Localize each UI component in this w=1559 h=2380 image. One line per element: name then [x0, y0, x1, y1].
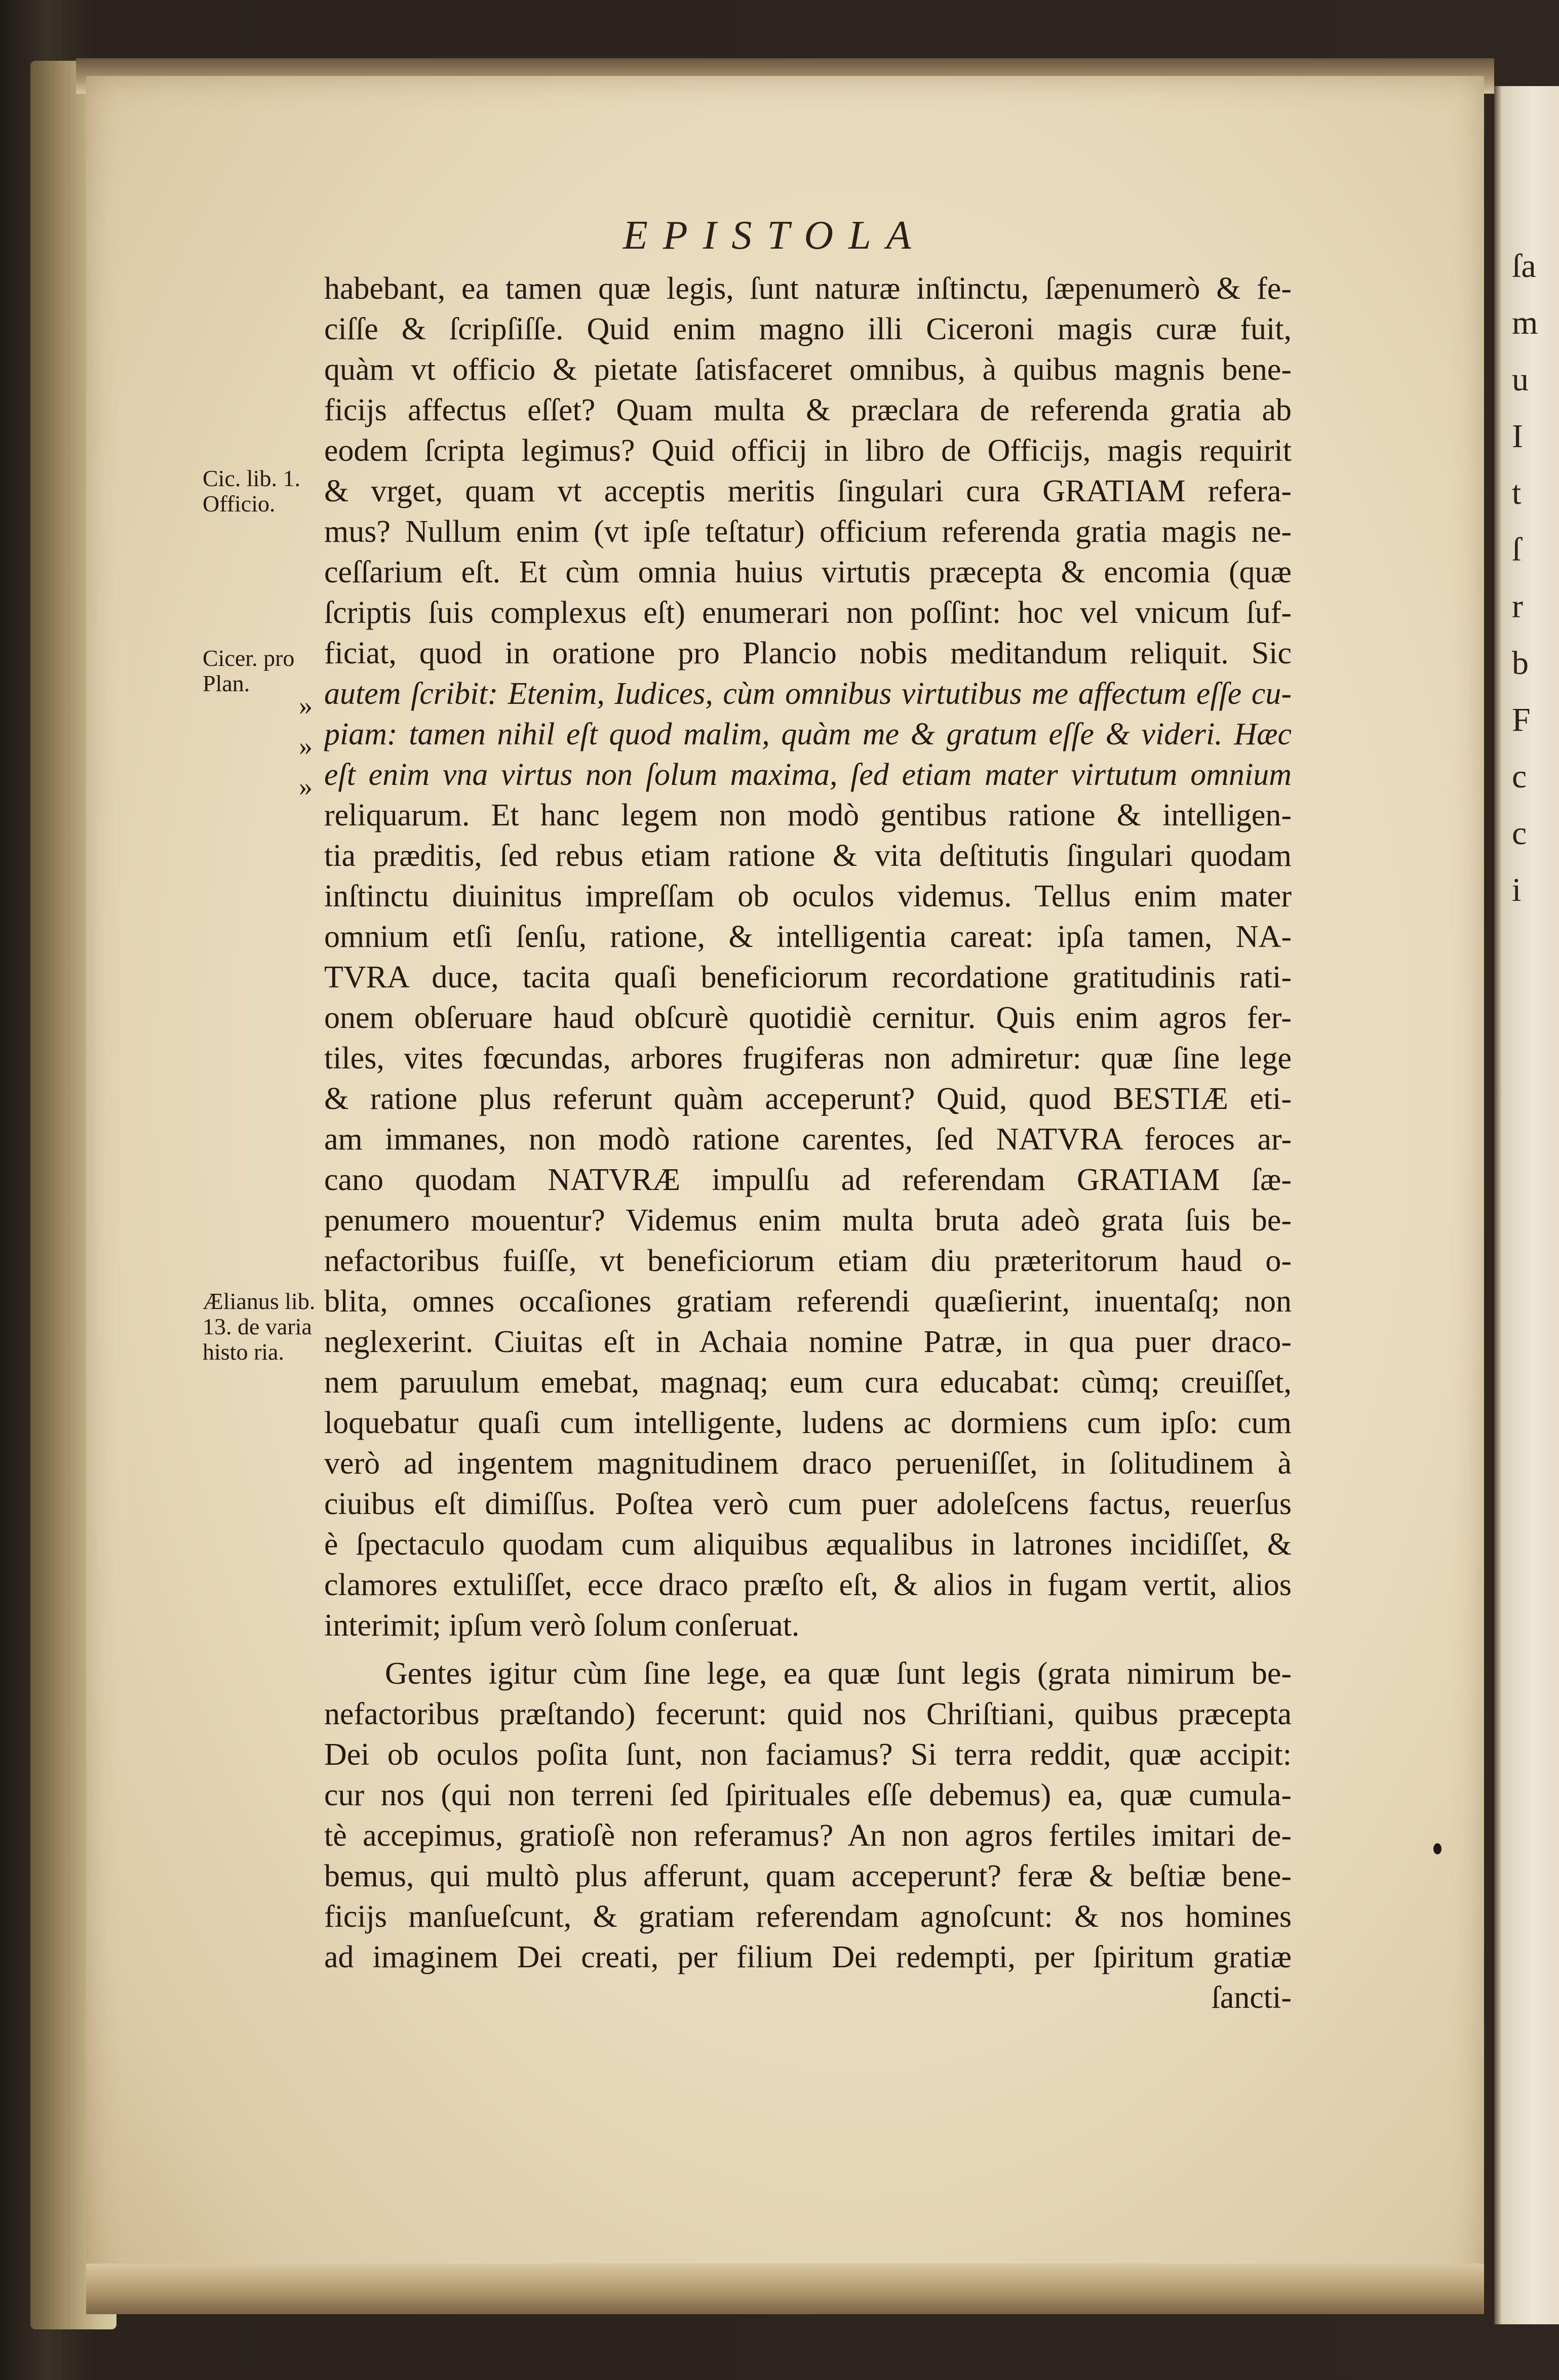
next-page-fragment: b [1512, 645, 1529, 682]
next-page-fragment: c [1512, 758, 1527, 795]
text-line: ficijs affectus eſſet? Quam multa & præclara de referenda gratia ab [324, 393, 1292, 427]
next-page-fragment: t [1512, 474, 1522, 511]
text-line: ciſſe & ſcripſiſſe. Quid enim magno illi Ciceroni magis curæ fuit, [324, 312, 1292, 346]
text-line: reliquarum. Et hanc legem non modò gentibus ratione & intelligen- [324, 798, 1292, 832]
text-line: eodem ſcripta legimus? Quid officij in libro de Officijs, magis requirit [324, 433, 1292, 468]
catchword: ſancti- [1211, 1980, 1292, 2015]
text-line: tiles, vites fœcundas, arbores frugiferas non admiretur: quæ ſine lege [324, 1041, 1292, 1076]
text-line: bemus, qui multò plus afferunt, quam acceperunt? feræ & beſtiæ bene- [324, 1859, 1292, 1893]
text-line: cur nos (qui non terreni ſed ſpirituales eſſe debemus) ea, quæ cumula- [324, 1778, 1292, 1812]
text-line: nem paruulum emebat, magnaq; eum cura educabat: cùmq; creuiſſet, [324, 1365, 1292, 1400]
next-page-fragment: I [1512, 418, 1523, 455]
text-line: Dei ob oculos poſita ſunt, non faciamus? Si terra reddit, quæ accipit: [324, 1737, 1292, 1772]
text-line: onem obſeruare haud obſcurè quotidiè cernitur. Quis enim agros fer- [324, 1001, 1292, 1035]
margin-note-cicero-officiis: Cic. lib. 1. Officio. [203, 465, 300, 517]
text-line: omnium etſi ſenſu, ratione, & intelligentia careat: ipſa tamen, NA- [324, 920, 1292, 954]
text-line: ficiat, quod in oratione pro Plancio nobis meditandum reliquit. Sic [324, 636, 1292, 670]
text-line: & vrget, quam vt acceptis meritis ſingulari cura GRATIAM refera- [324, 474, 1292, 508]
text-line: Gentes igitur cùm ſine lege, ea quæ ſunt legis (grata nimirum be- [385, 1656, 1292, 1691]
next-page-fragment: ſ [1512, 531, 1522, 568]
text-line: penumero mouentur? Videmus enim multa bruta adeò grata ſuis be- [324, 1203, 1292, 1238]
text-line: interimit; ipſum verò ſolum conſeruat. [324, 1608, 800, 1643]
text-line: ciuibus eſt dimiſſus. Poſtea verò cum puer adoleſcens factus, reuerſus [324, 1487, 1292, 1521]
text-line: clamores extuliſſet, ecce draco præſto eſt, & alios in fugam vertit, alios [324, 1568, 1292, 1602]
text-line: tè accepimus, gratioſè non referamus? An non agros fertiles imitari de- [324, 1818, 1292, 1853]
text-line: nefactoribus fuiſſe, vt beneficiorum etiam diu præteritorum haud o- [324, 1244, 1292, 1278]
next-page-text [1512, 238, 1557, 919]
next-page-fragment: F [1512, 701, 1531, 738]
margin-note-pro-plancio: Cicer. pro Plan. [203, 645, 295, 696]
next-page-fragment: c [1512, 815, 1527, 852]
text-line: quàm vt officio & pietate ſatisfaceret omnibus, à quibus magnis bene- [324, 352, 1292, 387]
text-line: neglexerint. Ciuitas eſt in Achaia nomine Patræ, in qua puer draco- [324, 1325, 1292, 1359]
running-head: EPISTOLA [623, 213, 926, 258]
ink-spot [1433, 1843, 1441, 1854]
quote-mark: » [299, 731, 313, 761]
quote-mark: » [299, 690, 313, 721]
text-line: ficijs manſueſcunt, & gratiam referendam agnoſcunt: & nos homines [324, 1899, 1292, 1934]
next-page-fragment: u [1512, 361, 1529, 398]
text-line: ceſſarium eſt. Et cùm omnia huius virtutis præcepta & encomia (quæ [324, 555, 1292, 589]
text-line: cano quodam NATVRÆ impulſu ad referendam GRATIAM ſæ- [324, 1163, 1292, 1197]
text-line: inſtinctu diuinitus impreſſam ob oculos videmus. Tellus enim mater [324, 879, 1292, 914]
text-line: habebant, ea tamen quæ legis, ſunt naturæ inſtinctu, ſæpenumerò & fe- [324, 271, 1292, 306]
text-line: am immanes, non modò ratione carentes, ſed NATVRA feroces ar- [324, 1122, 1292, 1157]
text-line: verò ad ingentem magnitudinem draco perueniſſet, in ſolitudinem à [324, 1446, 1292, 1481]
text-line: tia præditis, ſed rebus etiam ratione & vita deſtitutis ſingulari quodam [324, 839, 1292, 873]
page-bottom-edge [86, 2264, 1484, 2314]
text-line: mus? Nullum enim (vt ipſe teſtatur) officium referenda gratia magis ne- [324, 514, 1292, 549]
text-line: ad imaginem Dei creati, per filium Dei redempti, per ſpiritum gratiæ [324, 1940, 1292, 1974]
text-line: eſt enim vna virtus non ſolum maxima, ſed etiam mater virtutum omnium [324, 758, 1292, 792]
text-line: nefactoribus præſtando) fecerunt: quid nos Chriſtiani, quibus præcepta [324, 1697, 1292, 1731]
text-line: piam: tamen nihil eſt quod malim, quàm me & gratum eſſe & videri. Hæc [324, 717, 1292, 751]
text-line: TVRA duce, tacita quaſi beneficiorum recordatione gratitudinis rati- [324, 960, 1292, 995]
next-page-fragment: m [1512, 304, 1538, 341]
quote-mark: » [299, 771, 313, 802]
text-line: loquebatur quaſi cum intelligente, ludens ac dormiens cum ipſo: cum [324, 1406, 1292, 1440]
text-line: autem ſcribit: Etenim, Iudices, cùm omnibus virtutibus me affectum eſſe cu- [324, 677, 1292, 711]
next-page-fragment: r [1512, 588, 1523, 625]
next-page-fragment: ſa [1512, 248, 1536, 285]
text-line: & ratione plus referunt quàm acceperunt? Quid, quod BESTIÆ eti- [324, 1082, 1292, 1116]
text-line: è ſpectaculo quodam cum aliquibus æqualibus in latrones incidiſſet, & [324, 1527, 1292, 1562]
margin-note-aelianus: Ælianus lib. 13. de varia histo ria. [203, 1288, 316, 1365]
text-line: ſcriptis ſuis complexus eſt) enumerari non poſſint: hoc vel vnicum ſuf- [324, 596, 1292, 630]
text-line: blita, omnes occaſiones gratiam referendi quæſierint, inuentaſq; non [324, 1284, 1292, 1319]
next-page-fragment: i [1512, 871, 1522, 908]
